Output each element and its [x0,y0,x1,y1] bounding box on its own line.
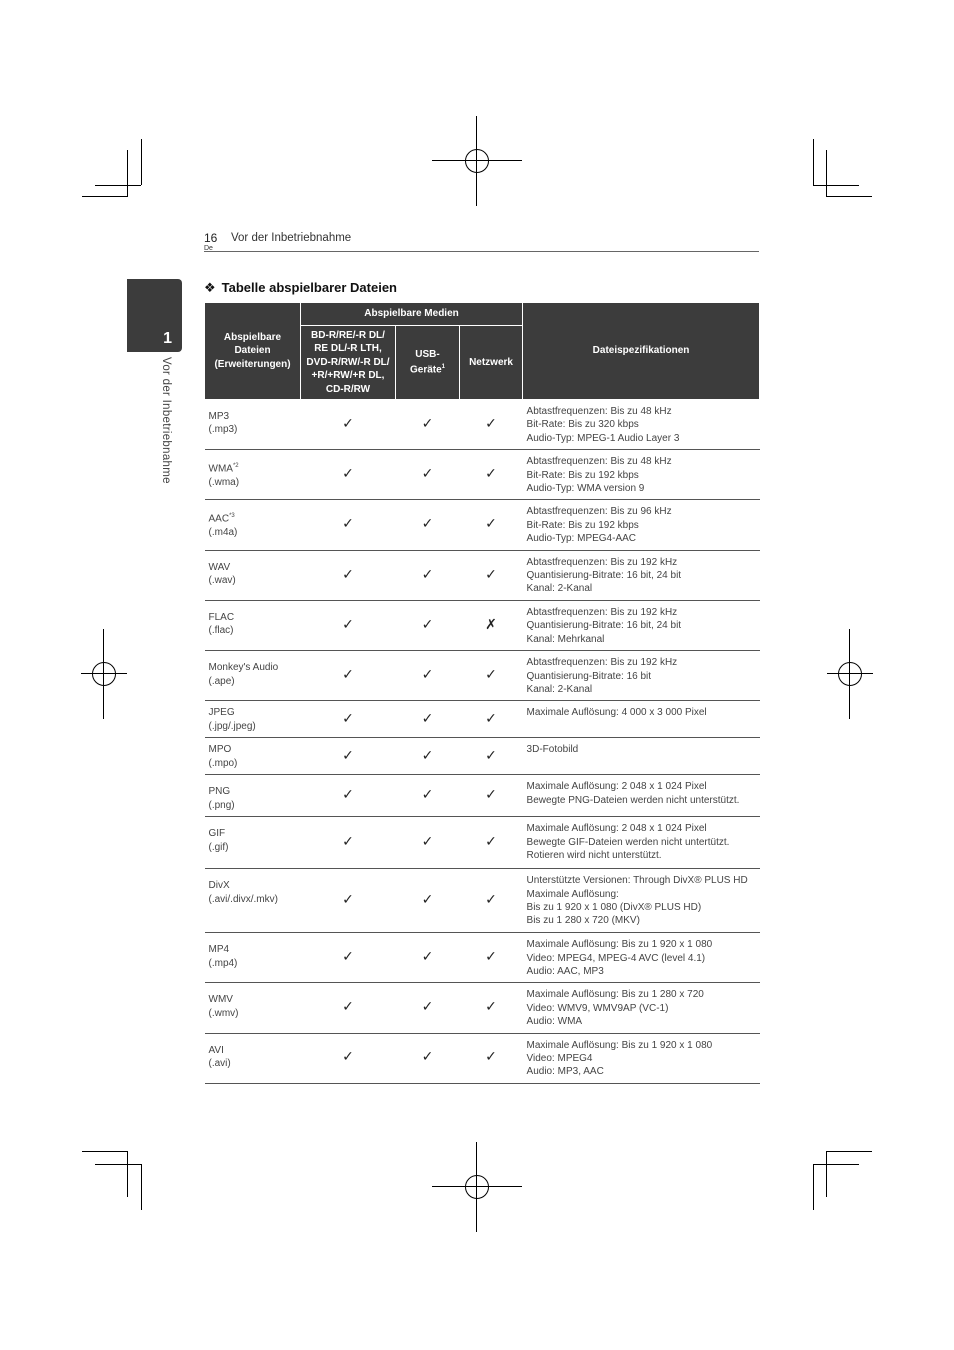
disc-support-mark: ✓ [301,933,396,983]
table-row [205,600,760,650]
file-type-cell [205,1033,301,1083]
spec-cell [523,400,760,450]
spec-line: Maximale Auflösung: Bis zu 1 280 x 720 [526,989,704,1001]
registration-mark-left [59,629,149,719]
file-type-name: Monkey's Audio [208,662,279,674]
disc-support-mark: ✓ [301,1033,396,1083]
spec-cell [523,983,760,1033]
disc-support-mark: ✓ [301,701,396,738]
page-section-title: Vor der Inbetriebnahme [231,232,352,244]
file-type-cell [205,701,301,738]
file-extension: (.m4a) [208,527,238,539]
crop-mark [813,139,814,185]
spec-cell [523,933,760,983]
spec-cell [523,775,760,817]
table-row [205,983,760,1033]
table-row [205,1033,760,1083]
table-row [205,738,760,775]
crop-mark [813,185,859,186]
file-type-cell [205,651,301,701]
spec-line: Abtastfrequenzen: Bis zu 192 kHz [526,606,678,618]
footnote-marker: *3 [229,513,235,520]
crop-mark [82,196,128,197]
usb-support-mark: ✓ [396,500,460,550]
spec-line: Kanal: 2-Kanal [526,583,593,595]
spec-line: Audio-Typ: MPEG4-AAC [526,533,637,545]
header-usb [396,326,460,400]
file-type-cell [205,450,301,500]
spec-line: Unterstützte Versionen: Through DivX® PLUS HD [526,875,748,887]
spec-cell [523,869,760,933]
file-type-name: PNG [208,786,231,798]
file-type-name: MPO [208,744,232,756]
table-row [205,817,760,869]
file-type-name: FLAC [208,611,235,623]
table-row [205,450,760,500]
table-row [205,651,760,701]
spec-line: Maximale Auflösung: Bis zu 1 920 x 1 080 [526,1039,713,1051]
spec-line: Bewegte GIF-Dateien werden nicht untertützt. [526,836,730,848]
spec-cell [523,550,760,600]
usb-support-mark: ✓ [396,983,460,1033]
network-support-mark: ✓ [460,701,523,738]
spec-line: Abtastfrequenzen: Bis zu 96 kHz [526,506,672,518]
disc-support-mark: ✓ [301,450,396,500]
table-row [205,400,760,450]
file-type-name: MP4 [208,944,230,956]
playable-files-table [204,302,760,1084]
header-usb-footnote: 1 [441,364,446,371]
spec-line: Maximale Auflösung: 2 048 x 1 024 Pixel [526,781,707,793]
network-support-mark: ✓ [460,400,523,450]
crop-mark [813,1164,814,1210]
spec-line: Abtastfrequenzen: Bis zu 192 kHz [526,556,678,568]
spec-line: Abtastfrequenzen: Bis zu 48 kHz [526,406,672,417]
disc-support-mark: ✓ [301,738,396,775]
spec-cell [523,651,760,701]
spec-line: Video: MPEG4 [526,1052,593,1064]
spec-line: Audio: MP3, AAC [526,1066,604,1078]
header-media-group: Abspielbare Medien [301,303,523,326]
spec-line: Quantisierung-Bitrate: 16 bit, 24 bit [526,570,682,582]
crop-mark [127,150,128,197]
network-support-mark: ✓ [460,869,523,933]
usb-support-mark: ✓ [396,933,460,983]
usb-support-mark: ✓ [396,550,460,600]
registration-mark-bottom [432,1142,522,1232]
file-extension: (.avi/.divx/.mkv) [208,893,278,905]
network-support-mark: ✓ [460,817,523,869]
spec-line: Maximale Auflösung: 2 048 x 1 024 Pixel [526,823,707,835]
network-support-mark: ✓ [460,738,523,775]
section-title-text: Tabelle abspielbarer Dateien [221,280,397,295]
crop-mark [127,1151,128,1197]
file-extension: (.mp3) [208,424,238,436]
file-type-name: JPEG [208,707,235,719]
spec-cell [523,817,760,869]
usb-support-mark: ✓ [396,817,460,869]
usb-support-mark: ✓ [396,1033,460,1083]
file-extension: (.mpo) [208,757,238,769]
network-support-mark: ✓ [460,775,523,817]
disc-support-mark: ✓ [301,400,396,450]
file-type-cell [205,600,301,650]
file-extension: (.wmv) [208,1007,239,1019]
disc-support-mark: ✓ [301,869,396,933]
usb-support-mark: ✓ [396,738,460,775]
file-type-cell [205,550,301,600]
header-network: Netzwerk [460,326,523,400]
crop-mark [826,1151,827,1197]
spec-line: Bis zu 1 280 x 720 (MKV) [526,915,640,927]
spec-line: Abtastfrequenzen: Bis zu 48 kHz [526,456,672,468]
spec-line: Maximale Auflösung: [526,888,619,900]
header-disc: BD-R/RE/-R DL/ RE DL/-R LTH, DVD-R/RW/-R DL/ +R/+RW/+R DL, CD-R/RW [301,326,396,400]
file-extension: (.wma) [208,476,240,488]
spec-line: Bewegte PNG-Dateien werden nicht unterstützt. [526,794,740,806]
header-files: Abspielbare Dateien (Erweiterungen) [205,303,301,400]
disc-support-mark: ✓ [301,500,396,550]
file-extension: (.flac) [208,625,234,637]
file-type-name: AVI [208,1044,224,1056]
network-support-mark: ✓ [460,933,523,983]
spec-line: Kanal: 2-Kanal [526,683,593,695]
crop-mark [95,185,141,186]
file-extension: (.png) [208,799,235,811]
usb-support-mark: ✓ [396,651,460,701]
crop-mark [141,1164,142,1210]
crop-mark [813,1164,859,1165]
file-type-cell [205,933,301,983]
page-header [204,231,759,252]
spec-line: Bit-Rate: Bis zu 320 kbps [526,419,639,431]
disc-support-mark: ✓ [301,817,396,869]
diamond-bullet-icon: ❖ [204,280,216,295]
network-support-mark: ✓ [460,983,523,1033]
file-type-name: DivX [208,880,230,892]
spec-cell [523,1033,760,1083]
file-type-cell [205,738,301,775]
crop-mark [82,1151,128,1152]
usb-support-mark: ✓ [396,701,460,738]
file-type-cell [205,983,301,1033]
spec-line: Audio-Typ: MPEG-1 Audio Layer 3 [526,432,680,444]
page-language: De [204,245,213,252]
table-row [205,869,760,933]
file-type-cell [205,869,301,933]
spec-cell [523,500,760,550]
disc-support-mark: ✓ [301,651,396,701]
page-number: 16 [204,231,218,245]
usb-support-mark: ✓ [396,600,460,650]
network-support-mark: ✓ [460,550,523,600]
network-support-mark: ✗ [460,600,523,650]
usb-support-mark: ✓ [396,869,460,933]
crop-mark [95,1164,141,1165]
table-row [205,701,760,738]
file-extension: (.jpg/.jpeg) [208,720,256,732]
crop-mark [826,1151,872,1152]
table-row [205,500,760,550]
spec-line: Audio-Typ: WMA version 9 [526,483,645,495]
spec-line: Rotieren wird nicht unterstützt. [526,849,662,861]
spec-cell [523,701,760,738]
table-row [205,933,760,983]
usb-support-mark: ✓ [396,775,460,817]
file-type-name: WMV [208,994,233,1006]
file-type-name: WAV [208,561,231,573]
spec-line: Video: WMV9, WMV9AP (VC-1) [526,1002,669,1014]
crop-mark [826,196,872,197]
spec-line: Maximale Auflösung: 4 000 x 3 000 Pixel [526,707,707,719]
spec-line: Audio: AAC, MP3 [526,965,604,977]
spec-line: Bit-Rate: Bis zu 192 kbps [526,469,639,481]
footnote-marker: *2 [232,463,239,470]
spec-line: 3D-Fotobild [526,744,579,756]
chapter-number: 1 [163,330,172,347]
file-extension: (.avi) [208,1057,231,1069]
spec-line: Bis zu 1 920 x 1 080 (DivX® PLUS HD) [526,901,702,913]
spec-line: Video: MPEG4, MPEG-4 AVC (level 4.1) [526,952,706,964]
section-title [204,280,397,296]
file-extension: (.mp4) [208,957,238,969]
file-type-cell [205,400,301,450]
crop-mark [826,150,827,197]
network-support-mark: ✓ [460,500,523,550]
spec-cell [523,450,760,500]
usb-support-mark: ✓ [396,450,460,500]
spec-line: Maximale Auflösung: Bis zu 1 920 x 1 080 [526,939,713,951]
file-type-cell [205,817,301,869]
crop-mark [141,139,142,185]
registration-mark-right [805,629,895,719]
disc-support-mark: ✓ [301,775,396,817]
usb-support-mark: ✓ [396,400,460,450]
spec-line: Quantisierung-Bitrate: 16 bit [526,670,652,682]
spec-line: Bit-Rate: Bis zu 192 kbps [526,519,639,531]
file-extension: (.gif) [208,841,229,853]
disc-support-mark: ✓ [301,983,396,1033]
spec-line: Abtastfrequenzen: Bis zu 192 kHz [526,657,678,669]
file-type-cell [205,775,301,817]
file-extension: (.ape) [208,675,235,687]
file-extension: (.wav) [208,575,236,587]
spec-line: Audio: WMA [526,1016,583,1028]
disc-support-mark: ✓ [301,600,396,650]
table-row [205,775,760,817]
network-support-mark: ✓ [460,450,523,500]
file-type-name: MP3 [208,411,230,422]
network-support-mark: ✓ [460,651,523,701]
chapter-side-label: Vor der Inbetriebnahme [160,357,172,484]
spec-cell [523,600,760,650]
spec-line: Kanal: Mehrkanal [526,633,605,645]
file-type-name: WMA [208,463,233,475]
file-type-cell [205,500,301,550]
file-type-name: AAC [208,513,230,525]
file-type-name: GIF [208,828,226,840]
spec-cell [523,738,760,775]
chapter-tab [127,279,182,352]
spec-line: Quantisierung-Bitrate: 16 bit, 24 bit [526,620,682,632]
table-row [205,550,760,600]
registration-mark-top [432,116,522,206]
header-usb-label: USB-Geräte [409,348,442,376]
disc-support-mark: ✓ [301,550,396,600]
network-support-mark: ✓ [460,1033,523,1083]
header-spec: Dateispezifikationen [523,303,760,400]
